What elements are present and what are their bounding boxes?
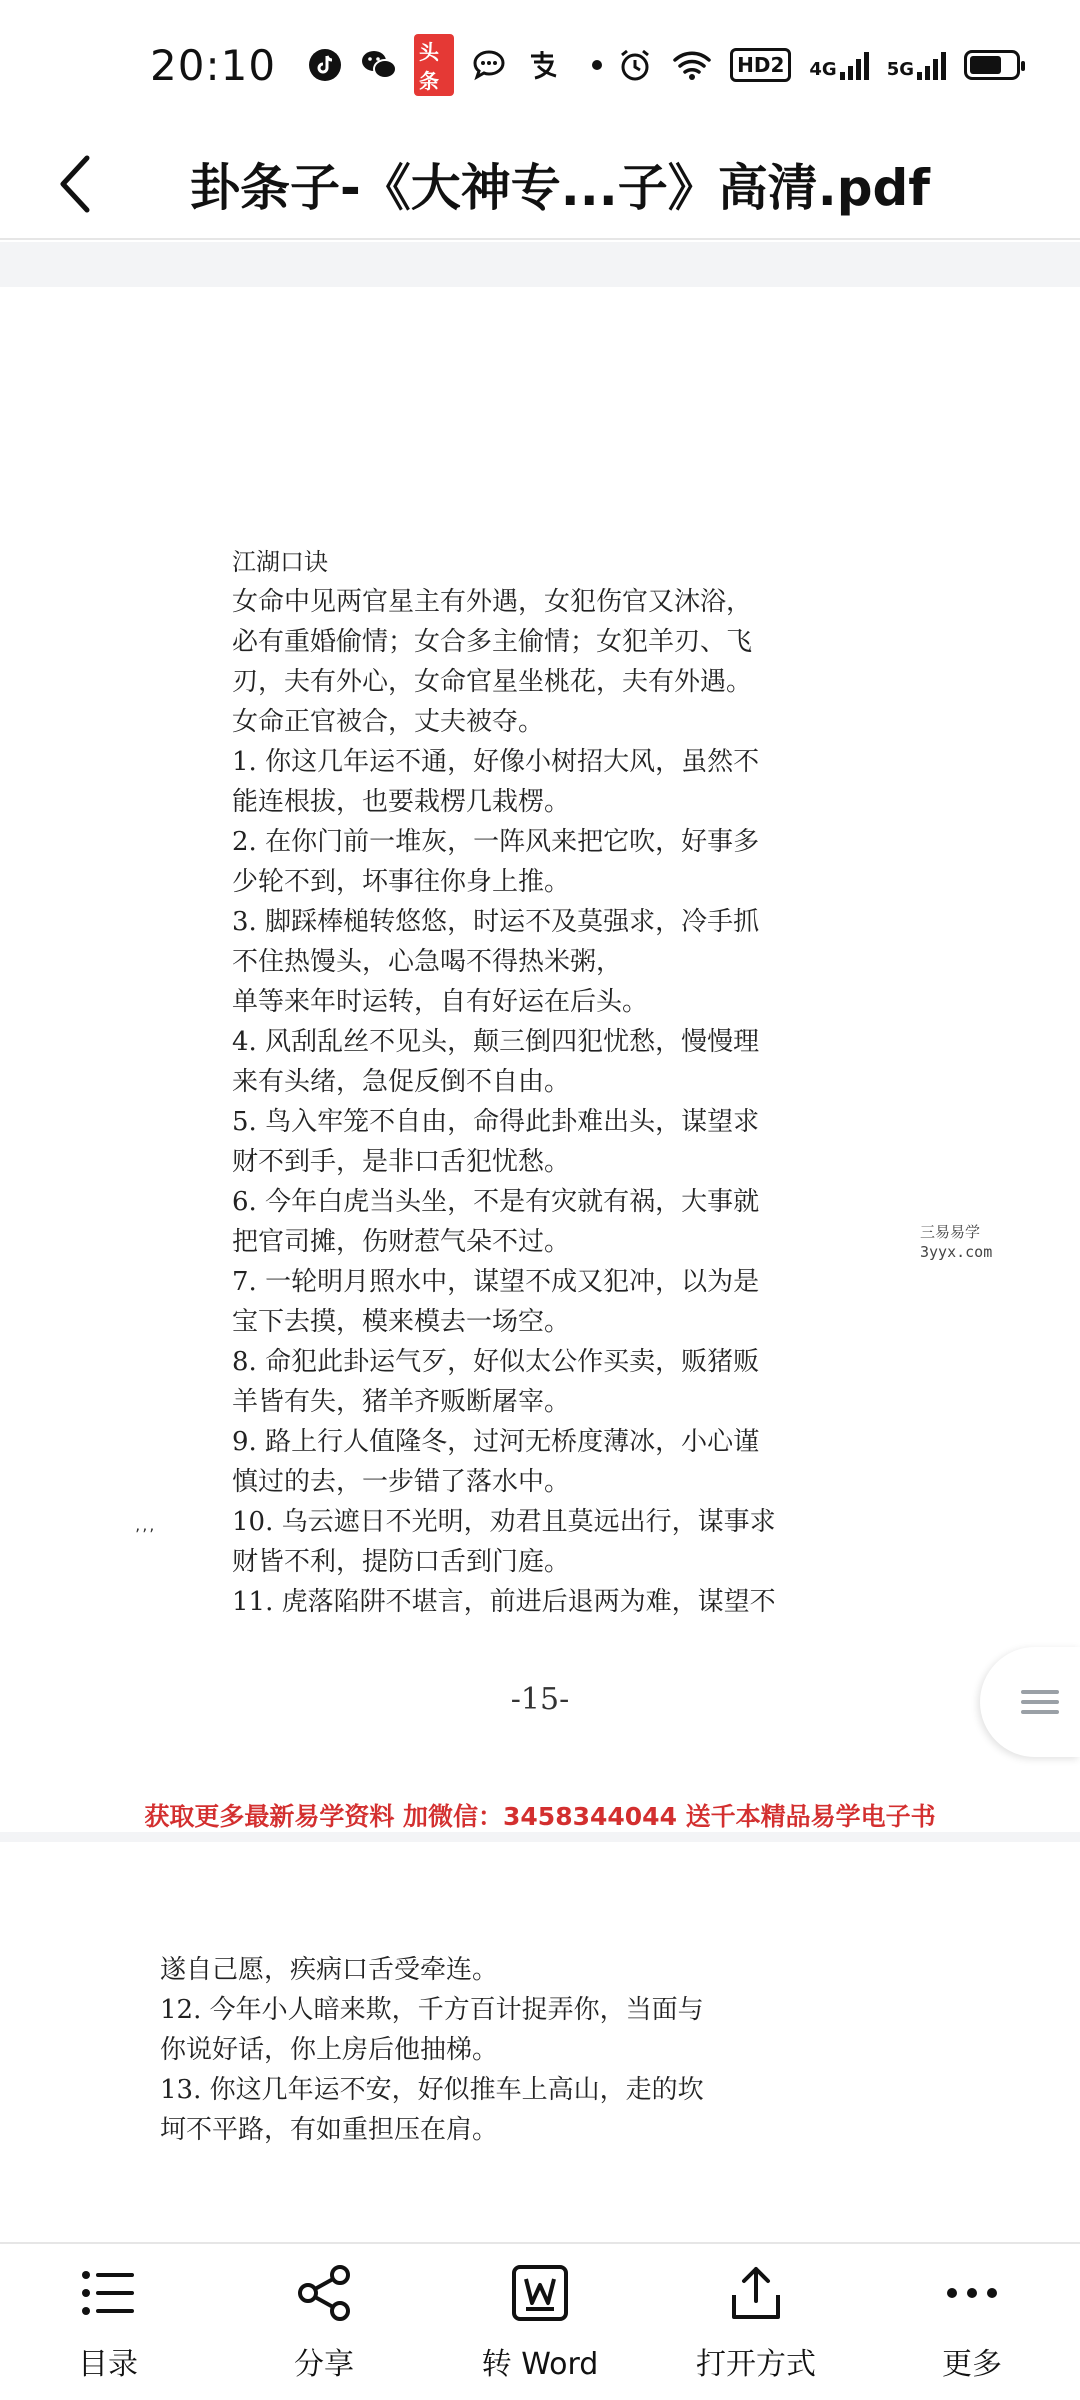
wifi-icon	[672, 44, 712, 86]
text-line: 9. 路上行人值隆冬，过河无桥度薄冰，小心谨	[232, 1427, 760, 1457]
page-number: -15-	[510, 1682, 570, 1717]
text-line: 来有头绪，急促反倒不自由。	[232, 1067, 571, 1097]
text-line: 少轮不到，坏事往你身上推。	[232, 867, 571, 897]
toc-button[interactable]	[8, 2247, 208, 2397]
pdf-page-16	[0, 1842, 1080, 2242]
dot-icon	[578, 44, 616, 86]
text-line: 你说好话，你上房后他抽梯。	[160, 2035, 499, 2065]
page-text	[232, 542, 792, 1622]
tiktok-icon	[306, 44, 344, 86]
text-line: 3. 脚踩棒槌转悠悠，时运不及莫强求，冷手抓	[232, 907, 760, 937]
text-line: 5. 鸟入牢笼不自由，命得此卦难出头，谋望求	[232, 1107, 760, 1137]
more-icon	[940, 2261, 1004, 2325]
text-line: 2. 在你门前一堆灰，一阵风来把它吹，好事多	[232, 827, 760, 857]
toutiao-badge: 头条	[414, 34, 454, 96]
text-line: 8. 命犯此卦运气歹，好似太公作买卖，贩猪贩	[232, 1347, 760, 1377]
more-button[interactable]	[872, 2247, 1072, 2397]
text-line: 1. 你这几年运不通，好像小树招大风，虽然不	[232, 747, 760, 777]
text-line: 慎过的去，一步错了落水中。	[232, 1467, 571, 1497]
title-bar	[0, 130, 1080, 240]
text-line: 4. 风刮乱丝不见头，颠三倒四犯忧愁，慢慢理	[232, 1027, 760, 1057]
to-word-label: 转 Word	[481, 2347, 599, 2382]
share-label: 分享	[294, 2347, 354, 2382]
list-icon	[76, 2261, 140, 2325]
text-line: 12. 今年小人暗来欺，千方百计捉弄你，当面与	[160, 1995, 704, 2025]
signal-4g-icon	[809, 50, 868, 80]
message-icon	[470, 44, 508, 86]
chevron-left-icon	[55, 154, 95, 214]
text-line: 遂自己愿，疾病口舌受牵连。	[160, 1955, 499, 1985]
text-line: 11. 虎落陷阱不堪言，前进后退两为难，谋望不	[232, 1587, 776, 1617]
signal-5g-icon	[887, 50, 946, 80]
section-heading: 江湖口诀	[232, 548, 328, 576]
system-icons	[616, 44, 1020, 86]
text-line: 能连根拔，也要栽楞几栽楞。	[232, 787, 571, 817]
text-line: 不住热馒头，心急喝不得热米粥，	[232, 947, 623, 977]
more-label: 更多	[942, 2347, 1002, 2382]
network-5g-label: 5G	[886, 59, 914, 80]
text-line: 宝下去摸，模来模去一场空。	[232, 1307, 571, 1337]
status-time: 20:10	[150, 40, 277, 90]
wechat-icon	[360, 44, 398, 86]
battery-icon	[964, 50, 1020, 80]
site-watermark: 三易易学 3yyx.com	[920, 1223, 993, 1261]
promo-text: 获取更多最新易学资料 加微信：3458344044 送千本精品易学电子书	[144, 1802, 936, 1831]
text-line: 7. 一轮明月照水中，谋望不成又犯冲，以为是	[232, 1267, 760, 1297]
pdf-page-15	[0, 287, 1080, 1832]
text-line: 13. 你这几年运不安，好似推车上高山，走的坎	[160, 2075, 704, 2105]
share-button[interactable]	[224, 2247, 424, 2397]
open-with-icon	[724, 2261, 788, 2325]
document-title: 卦条子-《大神专...子》高清.pdf	[190, 159, 931, 217]
open-with-button[interactable]	[656, 2247, 856, 2397]
text-line: 坷不平路，有如重担压在肩。	[160, 2115, 499, 2145]
notification-icons	[306, 40, 616, 93]
toc-label: 目录	[78, 2347, 138, 2382]
text-line: 把官司摊，伤财惹气朵不过。	[232, 1227, 571, 1257]
text-line: 单等来年时运转，自有好运在后头。	[232, 987, 649, 1017]
text-line: 女命正官被合，丈夫被夺。	[232, 707, 545, 737]
text-line: 必有重婚偷情；女合多主偷情；女犯羊刃、飞	[232, 627, 753, 657]
status-bar	[0, 0, 1080, 130]
scan-marks: ’’’	[135, 1525, 157, 1544]
share-icon	[292, 2261, 356, 2325]
alarm-icon	[616, 44, 654, 86]
page-text	[160, 1950, 760, 2150]
toutiao-icon	[414, 40, 454, 93]
text-line: 10. 乌云遮日不光明，劝君且莫远出行，谋事求	[232, 1507, 776, 1537]
to-word-button[interactable]	[440, 2247, 640, 2397]
text-line: 财皆不利，提防口舌到门庭。	[232, 1547, 571, 1577]
text-line: 财不到手，是非口舌犯忧愁。	[232, 1147, 571, 1177]
open-with-label: 打开方式	[696, 2347, 816, 2382]
alipay-icon	[524, 44, 562, 86]
pdf-viewer[interactable]	[0, 242, 1080, 2242]
text-line: 6. 今年白虎当头坐，不是有灾就有祸，大事就	[232, 1187, 760, 1217]
text-line: 女命中见两官星主有外遇，女犯伤官又沐浴，	[232, 587, 753, 617]
hd-voice-icon: HD2	[730, 48, 791, 82]
bottom-toolbar	[0, 2242, 1080, 2400]
outline-toggle-button[interactable]	[980, 1647, 1080, 1757]
network-4g-label: 4G	[809, 59, 837, 80]
back-button[interactable]	[0, 129, 150, 239]
word-icon	[508, 2261, 572, 2325]
text-line: 刃，夫有外心，女命官星坐桃花，夫有外遇。	[232, 667, 753, 697]
menu-lines-icon	[1021, 1684, 1059, 1720]
text-line: 羊皆有失，猪羊齐贩断屠宰。	[232, 1387, 571, 1417]
